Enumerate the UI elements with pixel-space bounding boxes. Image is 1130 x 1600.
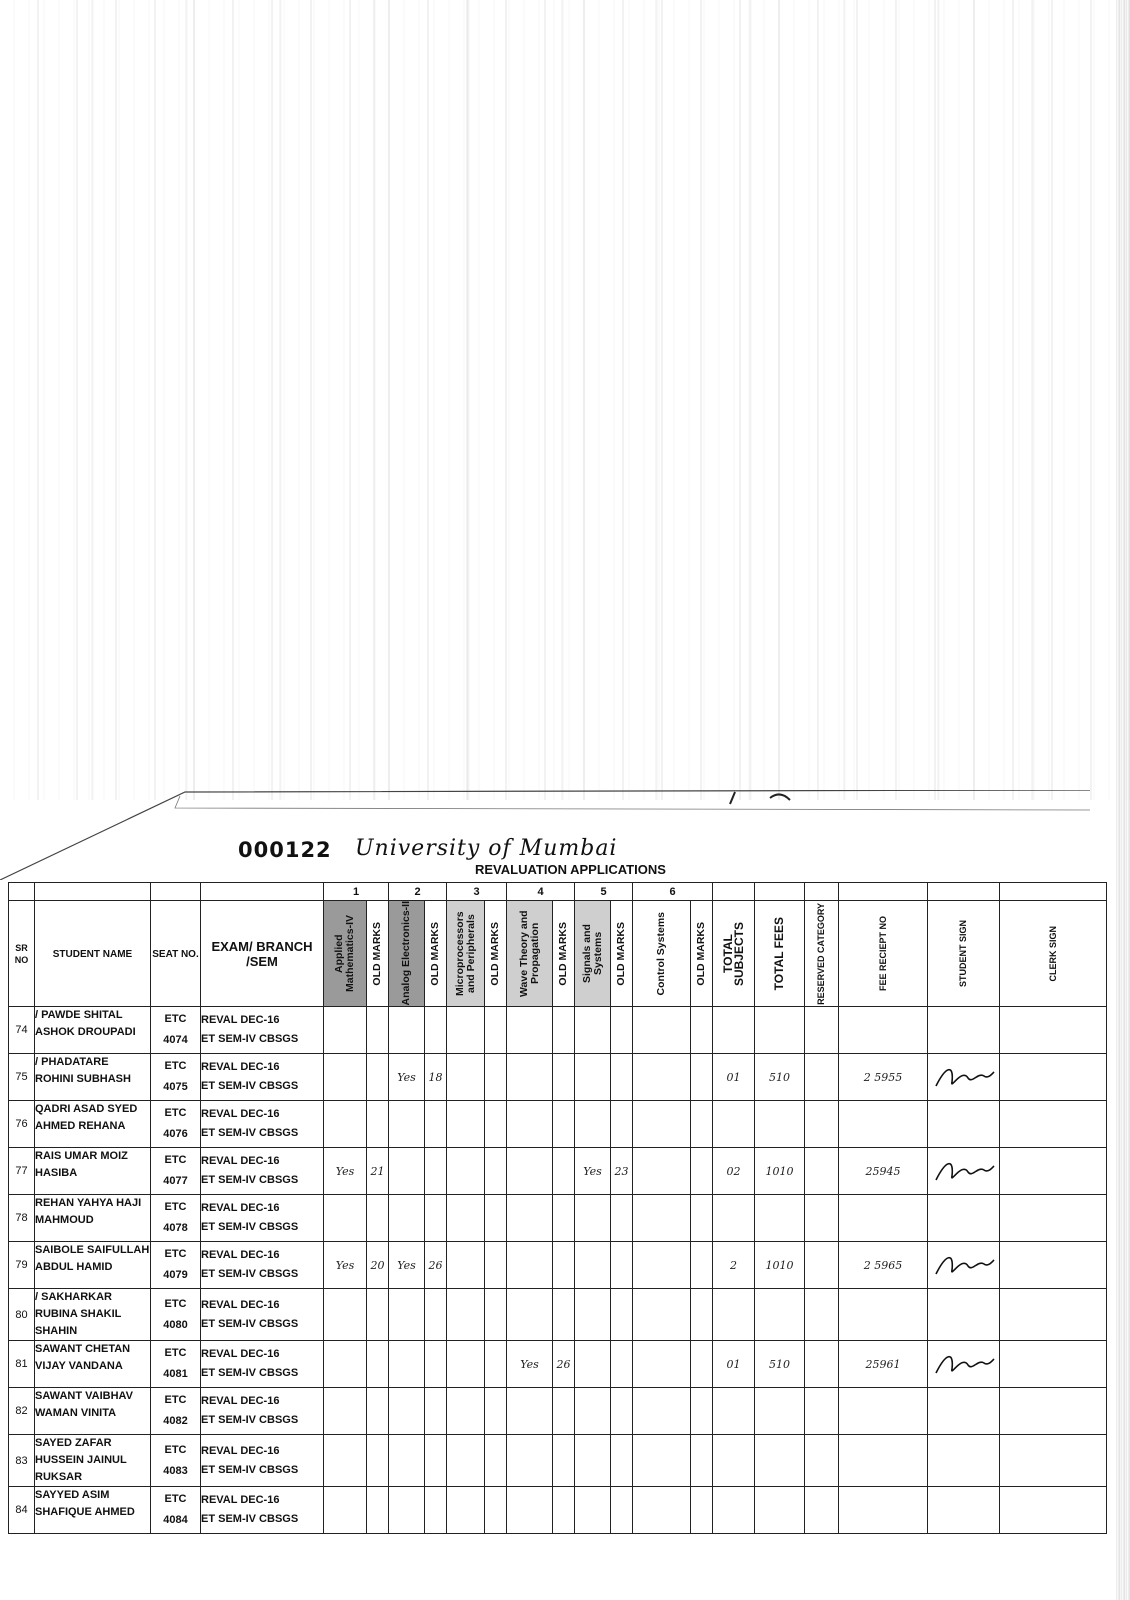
table-row xyxy=(9,1289,1107,1341)
subject-5-cell: Yes xyxy=(575,1148,611,1195)
signature-mark xyxy=(932,1347,996,1381)
col-reserved-category: RESERVED CATEGORY xyxy=(805,901,839,1007)
old-marks-cell xyxy=(691,1388,713,1435)
student-name-cell: QADRI ASAD SYED AHMED REHANA xyxy=(35,1101,151,1148)
subject-2-cell: Yes xyxy=(389,1242,425,1289)
student-name-cell: SAIBOLE SAIFULLAH ABDUL HAMID xyxy=(35,1242,151,1289)
subject-number: 1 xyxy=(324,883,389,901)
document-subtitle: REVALUATION APPLICATIONS xyxy=(475,862,666,877)
seat-no-cell: ETC 4084 xyxy=(151,1487,201,1534)
table-body xyxy=(9,1007,1107,1534)
subject-number: 4 xyxy=(507,883,575,901)
table-row xyxy=(9,1242,1107,1289)
subject-6-cell xyxy=(633,1435,691,1487)
old-marks-cell xyxy=(691,1435,713,1487)
subject-2-cell xyxy=(389,1007,425,1054)
subject-number: 6 xyxy=(633,883,713,901)
subject-3-cell xyxy=(447,1289,485,1341)
old-marks-cell xyxy=(485,1289,507,1341)
subject-1-cell xyxy=(324,1007,367,1054)
exam-cell: REVAL DEC-16 ET SEM-IV CBSGS xyxy=(201,1148,324,1195)
old-marks-cell xyxy=(425,1435,447,1487)
sr-no-cell: 76 xyxy=(9,1101,35,1148)
old-marks-cell xyxy=(485,1101,507,1148)
old-marks-cell xyxy=(691,1242,713,1289)
total-subjects-cell xyxy=(713,1007,755,1054)
subject-2-cell xyxy=(389,1435,425,1487)
old-marks-cell xyxy=(367,1101,389,1148)
subject-1-cell xyxy=(324,1435,367,1487)
subject-2-cell xyxy=(389,1341,425,1388)
fee-receipt-cell: 25961 xyxy=(839,1341,928,1388)
table-row xyxy=(9,1007,1107,1054)
old-marks-cell xyxy=(691,1148,713,1195)
sr-no-cell: 75 xyxy=(9,1054,35,1101)
subject-6-cell xyxy=(633,1148,691,1195)
col-subject-5: Signals and Systems xyxy=(575,901,611,1007)
total-fees-cell xyxy=(755,1487,805,1534)
total-subjects-cell: 2 xyxy=(713,1242,755,1289)
old-marks-cell xyxy=(553,1148,575,1195)
sr-no-cell: 84 xyxy=(9,1487,35,1534)
exam-cell: REVAL DEC-16 ET SEM-IV CBSGS xyxy=(201,1289,324,1341)
total-fees-cell xyxy=(755,1435,805,1487)
old-marks-cell xyxy=(485,1195,507,1242)
subject-4-cell xyxy=(507,1242,553,1289)
total-fees-cell xyxy=(755,1101,805,1148)
old-marks-cell xyxy=(485,1242,507,1289)
old-marks-cell xyxy=(553,1487,575,1534)
col-old-marks: OLD MARKS xyxy=(425,901,447,1007)
subject-6-cell xyxy=(633,1289,691,1341)
sr-no-cell: 77 xyxy=(9,1148,35,1195)
seat-no-cell: ETC 4077 xyxy=(151,1148,201,1195)
col-total-subjects: TOTAL SUBJECTS xyxy=(713,901,755,1007)
fee-receipt-cell: 2 5965 xyxy=(839,1242,928,1289)
exam-cell: REVAL DEC-16 ET SEM-IV CBSGS xyxy=(201,1242,324,1289)
col-subject-1: Applied Mathematics-IV xyxy=(324,901,367,1007)
reserved-category-cell xyxy=(805,1148,839,1195)
col-subject-2: Analog Electronics-II xyxy=(389,901,425,1007)
old-marks-cell xyxy=(691,1487,713,1534)
exam-cell: REVAL DEC-16 ET SEM-IV CBSGS xyxy=(201,1435,324,1487)
sr-no-cell: 81 xyxy=(9,1341,35,1388)
subject-3-cell xyxy=(447,1148,485,1195)
total-fees-cell xyxy=(755,1289,805,1341)
subject-2-cell xyxy=(389,1195,425,1242)
subject-2-cell xyxy=(389,1289,425,1341)
subject-5-cell xyxy=(575,1487,611,1534)
subject-3-cell xyxy=(447,1007,485,1054)
total-fees-cell xyxy=(755,1007,805,1054)
subject-4-cell xyxy=(507,1148,553,1195)
subject-5-cell xyxy=(575,1388,611,1435)
old-marks-cell xyxy=(367,1054,389,1101)
subject-5-cell xyxy=(575,1101,611,1148)
subject-1-cell xyxy=(324,1388,367,1435)
old-marks-cell xyxy=(611,1242,633,1289)
old-marks-cell xyxy=(553,1195,575,1242)
student-sign-cell xyxy=(928,1101,1000,1148)
seat-no-cell: ETC 4083 xyxy=(151,1435,201,1487)
old-marks-cell xyxy=(611,1487,633,1534)
exam-cell: REVAL DEC-16 ET SEM-IV CBSGS xyxy=(201,1195,324,1242)
fee-receipt-cell xyxy=(839,1388,928,1435)
subject-4-cell: Yes xyxy=(507,1341,553,1388)
clerk-sign-cell xyxy=(1000,1101,1107,1148)
old-marks-cell xyxy=(425,1101,447,1148)
old-marks-cell xyxy=(691,1007,713,1054)
col-total-fees: TOTAL FEES xyxy=(755,901,805,1007)
fee-receipt-cell xyxy=(839,1195,928,1242)
signature-mark xyxy=(932,1248,996,1282)
subject-number-row xyxy=(9,883,1107,901)
col-old-marks: OLD MARKS xyxy=(611,901,633,1007)
subject-6-cell xyxy=(633,1487,691,1534)
subject-5-cell xyxy=(575,1007,611,1054)
total-fees-cell: 510 xyxy=(755,1341,805,1388)
reserved-category-cell xyxy=(805,1195,839,1242)
seat-no-cell: ETC 4080 xyxy=(151,1289,201,1341)
old-marks-cell xyxy=(425,1388,447,1435)
total-subjects-cell xyxy=(713,1101,755,1148)
subject-3-cell xyxy=(447,1341,485,1388)
old-marks-cell xyxy=(611,1341,633,1388)
revaluation-table xyxy=(8,882,1107,1534)
old-marks-cell: 26 xyxy=(425,1242,447,1289)
exam-cell: REVAL DEC-16 ET SEM-IV CBSGS xyxy=(201,1007,324,1054)
clerk-sign-cell xyxy=(1000,1289,1107,1341)
clerk-sign-cell xyxy=(1000,1148,1107,1195)
subject-3-cell xyxy=(447,1242,485,1289)
old-marks-cell xyxy=(485,1341,507,1388)
exam-cell: REVAL DEC-16 ET SEM-IV CBSGS xyxy=(201,1388,324,1435)
exam-cell: REVAL DEC-16 ET SEM-IV CBSGS xyxy=(201,1101,324,1148)
subject-4-cell xyxy=(507,1289,553,1341)
subject-number: 2 xyxy=(389,883,447,901)
old-marks-cell xyxy=(425,1487,447,1534)
old-marks-cell xyxy=(553,1007,575,1054)
exam-cell: REVAL DEC-16 ET SEM-IV CBSGS xyxy=(201,1487,324,1534)
old-marks-cell xyxy=(367,1435,389,1487)
student-name-cell: / SAKHARKAR RUBINA SHAKIL SHAHIN xyxy=(35,1289,151,1341)
reserved-category-cell xyxy=(805,1487,839,1534)
seat-no-cell: ETC 4075 xyxy=(151,1054,201,1101)
subject-6-cell xyxy=(633,1388,691,1435)
subject-3-cell xyxy=(447,1054,485,1101)
reserved-category-cell xyxy=(805,1101,839,1148)
student-sign-cell xyxy=(928,1388,1000,1435)
subject-number: 3 xyxy=(447,883,507,901)
reserved-category-cell xyxy=(805,1054,839,1101)
old-marks-cell xyxy=(611,1054,633,1101)
clerk-sign-cell xyxy=(1000,1388,1107,1435)
fee-receipt-cell xyxy=(839,1435,928,1487)
subject-3-cell xyxy=(447,1101,485,1148)
clerk-sign-cell xyxy=(1000,1242,1107,1289)
seat-no-cell: ETC 4081 xyxy=(151,1341,201,1388)
total-fees-cell: 510 xyxy=(755,1054,805,1101)
old-marks-cell xyxy=(553,1101,575,1148)
total-fees-cell: 1010 xyxy=(755,1242,805,1289)
clerk-sign-cell xyxy=(1000,1007,1107,1054)
old-marks-cell xyxy=(611,1435,633,1487)
old-marks-cell xyxy=(553,1435,575,1487)
sr-no-cell: 83 xyxy=(9,1435,35,1487)
reserved-category-cell xyxy=(805,1289,839,1341)
old-marks-cell xyxy=(425,1341,447,1388)
total-subjects-cell: 01 xyxy=(713,1054,755,1101)
subject-4-cell xyxy=(507,1054,553,1101)
sr-no-cell: 74 xyxy=(9,1007,35,1054)
old-marks-cell xyxy=(611,1007,633,1054)
exam-cell: REVAL DEC-16 ET SEM-IV CBSGS xyxy=(201,1054,324,1101)
table-row xyxy=(9,1388,1107,1435)
old-marks-cell xyxy=(425,1007,447,1054)
old-marks-cell xyxy=(367,1388,389,1435)
student-name-cell: SAYED ZAFAR HUSSEIN JAINUL RUKSAR xyxy=(35,1435,151,1487)
subject-2-cell xyxy=(389,1487,425,1534)
sr-no-cell: 80 xyxy=(9,1289,35,1341)
old-marks-cell xyxy=(367,1007,389,1054)
col-old-marks: OLD MARKS xyxy=(553,901,575,1007)
old-marks-cell xyxy=(485,1148,507,1195)
student-name-cell: / PAWDE SHITAL ASHOK DROUPADI xyxy=(35,1007,151,1054)
old-marks-cell: 21 xyxy=(367,1148,389,1195)
old-marks-cell xyxy=(611,1101,633,1148)
reserved-category-cell xyxy=(805,1242,839,1289)
subject-2-cell xyxy=(389,1101,425,1148)
old-marks-cell: 23 xyxy=(611,1148,633,1195)
old-marks-cell xyxy=(691,1195,713,1242)
subject-1-cell xyxy=(324,1341,367,1388)
fee-receipt-cell xyxy=(839,1289,928,1341)
document-header xyxy=(230,838,1130,878)
student-sign-cell xyxy=(928,1148,1000,1195)
old-marks-cell xyxy=(485,1487,507,1534)
form-number: 000122 xyxy=(238,838,332,862)
old-marks-cell xyxy=(367,1289,389,1341)
reserved-category-cell xyxy=(805,1388,839,1435)
total-fees-cell xyxy=(755,1195,805,1242)
subject-2-cell xyxy=(389,1148,425,1195)
old-marks-cell xyxy=(553,1054,575,1101)
old-marks-cell xyxy=(367,1195,389,1242)
total-subjects-cell xyxy=(713,1388,755,1435)
old-marks-cell xyxy=(485,1007,507,1054)
student-sign-cell xyxy=(928,1487,1000,1534)
sr-no-cell: 79 xyxy=(9,1242,35,1289)
subject-4-cell xyxy=(507,1435,553,1487)
table-row xyxy=(9,1101,1107,1148)
subject-1-cell xyxy=(324,1195,367,1242)
university-title: University of Mumbai xyxy=(355,836,618,861)
old-marks-cell xyxy=(691,1054,713,1101)
clerk-sign-cell xyxy=(1000,1054,1107,1101)
student-name-cell: SAYYED ASIM SHAFIQUE AHMED xyxy=(35,1487,151,1534)
subject-5-cell xyxy=(575,1435,611,1487)
table-row xyxy=(9,1487,1107,1534)
subject-6-cell xyxy=(633,1341,691,1388)
subject-4-cell xyxy=(507,1195,553,1242)
clerk-sign-cell xyxy=(1000,1195,1107,1242)
col-subject-6: Control Systems xyxy=(633,901,691,1007)
old-marks-cell xyxy=(425,1289,447,1341)
old-marks-cell xyxy=(367,1341,389,1388)
subject-6-cell xyxy=(633,1101,691,1148)
col-fee-receipt-no: FEE RECIEPT NO xyxy=(839,901,928,1007)
subject-2-cell: Yes xyxy=(389,1054,425,1101)
table-row xyxy=(9,1435,1107,1487)
fee-receipt-cell xyxy=(839,1487,928,1534)
table-row xyxy=(9,1195,1107,1242)
subject-4-cell xyxy=(507,1388,553,1435)
subject-1-cell xyxy=(324,1101,367,1148)
student-sign-cell xyxy=(928,1195,1000,1242)
signature-mark xyxy=(932,1060,996,1094)
subject-3-cell xyxy=(447,1487,485,1534)
student-sign-cell xyxy=(928,1341,1000,1388)
subject-5-cell xyxy=(575,1054,611,1101)
old-marks-cell xyxy=(691,1341,713,1388)
old-marks-cell xyxy=(485,1388,507,1435)
old-marks-cell: 26 xyxy=(553,1341,575,1388)
col-seat-no: SEAT NO. xyxy=(151,901,201,1007)
student-name-cell: RAIS UMAR MOIZ HASIBA xyxy=(35,1148,151,1195)
student-name-cell: SAWANT CHETAN VIJAY VANDANA xyxy=(35,1341,151,1388)
old-marks-cell xyxy=(553,1289,575,1341)
col-student-sign: STUDENT SIGN xyxy=(928,901,1000,1007)
student-name-cell: SAWANT VAIBHAV WAMAN VINITA xyxy=(35,1388,151,1435)
col-old-marks: OLD MARKS xyxy=(367,901,389,1007)
reserved-category-cell xyxy=(805,1435,839,1487)
student-sign-cell xyxy=(928,1242,1000,1289)
table-row xyxy=(9,1341,1107,1388)
signature-mark xyxy=(932,1154,996,1188)
old-marks-cell xyxy=(425,1148,447,1195)
fee-receipt-cell: 2 5955 xyxy=(839,1054,928,1101)
student-name-cell: REHAN YAHYA HAJI MAHMOUD xyxy=(35,1195,151,1242)
subject-6-cell xyxy=(633,1054,691,1101)
fee-receipt-cell: 25945 xyxy=(839,1148,928,1195)
column-header-row xyxy=(9,901,1107,1007)
subject-4-cell xyxy=(507,1101,553,1148)
subject-3-cell xyxy=(447,1388,485,1435)
total-subjects-cell: 01 xyxy=(713,1341,755,1388)
sr-no-cell: 82 xyxy=(9,1388,35,1435)
clerk-sign-cell xyxy=(1000,1341,1107,1388)
old-marks-cell xyxy=(553,1388,575,1435)
seat-no-cell: ETC 4074 xyxy=(151,1007,201,1054)
subject-5-cell xyxy=(575,1289,611,1341)
subject-1-cell xyxy=(324,1054,367,1101)
subject-1-cell: Yes xyxy=(324,1242,367,1289)
total-subjects-cell xyxy=(713,1289,755,1341)
student-name-cell: / PHADATARE ROHINI SUBHASH xyxy=(35,1054,151,1101)
subject-6-cell xyxy=(633,1195,691,1242)
subject-5-cell xyxy=(575,1242,611,1289)
subject-3-cell xyxy=(447,1435,485,1487)
old-marks-cell xyxy=(611,1289,633,1341)
total-fees-cell xyxy=(755,1388,805,1435)
old-marks-cell xyxy=(691,1101,713,1148)
col-old-marks: OLD MARKS xyxy=(485,901,507,1007)
total-subjects-cell: 02 xyxy=(713,1148,755,1195)
old-marks-cell xyxy=(691,1289,713,1341)
col-exam: EXAM/ BRANCH /SEM xyxy=(201,901,324,1007)
old-marks-cell xyxy=(611,1195,633,1242)
student-sign-cell xyxy=(928,1007,1000,1054)
col-subject-4: Wave Theory and Propagation xyxy=(507,901,553,1007)
seat-no-cell: ETC 4078 xyxy=(151,1195,201,1242)
clerk-sign-cell xyxy=(1000,1435,1107,1487)
table-row xyxy=(9,1148,1107,1195)
subject-6-cell xyxy=(633,1242,691,1289)
student-sign-cell xyxy=(928,1289,1000,1341)
old-marks-cell: 18 xyxy=(425,1054,447,1101)
subject-1-cell xyxy=(324,1289,367,1341)
subject-4-cell xyxy=(507,1007,553,1054)
col-sr-no: SR NO xyxy=(9,901,35,1007)
subject-4-cell xyxy=(507,1487,553,1534)
old-marks-cell xyxy=(367,1487,389,1534)
total-subjects-cell xyxy=(713,1195,755,1242)
subject-5-cell xyxy=(575,1195,611,1242)
sr-no-cell: 78 xyxy=(9,1195,35,1242)
subject-1-cell xyxy=(324,1487,367,1534)
col-student-name: STUDENT NAME xyxy=(35,901,151,1007)
old-marks-cell xyxy=(425,1195,447,1242)
exam-cell: REVAL DEC-16 ET SEM-IV CBSGS xyxy=(201,1341,324,1388)
old-marks-cell xyxy=(611,1388,633,1435)
total-subjects-cell xyxy=(713,1435,755,1487)
reserved-category-cell xyxy=(805,1007,839,1054)
seat-no-cell: ETC 4076 xyxy=(151,1101,201,1148)
col-old-marks: OLD MARKS xyxy=(691,901,713,1007)
subject-1-cell: Yes xyxy=(324,1148,367,1195)
reserved-category-cell xyxy=(805,1341,839,1388)
seat-no-cell: ETC 4079 xyxy=(151,1242,201,1289)
col-subject-3: Microprocessors and Peripherals xyxy=(447,901,485,1007)
total-subjects-cell xyxy=(713,1487,755,1534)
table-row xyxy=(9,1054,1107,1101)
fee-receipt-cell xyxy=(839,1101,928,1148)
old-marks-cell: 20 xyxy=(367,1242,389,1289)
subject-6-cell xyxy=(633,1007,691,1054)
clerk-sign-cell xyxy=(1000,1487,1107,1534)
subject-number: 5 xyxy=(575,883,633,901)
fee-receipt-cell xyxy=(839,1007,928,1054)
student-sign-cell xyxy=(928,1054,1000,1101)
total-fees-cell: 1010 xyxy=(755,1148,805,1195)
old-marks-cell xyxy=(553,1242,575,1289)
subject-2-cell xyxy=(389,1388,425,1435)
subject-5-cell xyxy=(575,1341,611,1388)
subject-3-cell xyxy=(447,1195,485,1242)
col-clerk-sign: CLERK SIGN xyxy=(1000,901,1107,1007)
old-marks-cell xyxy=(485,1435,507,1487)
student-sign-cell xyxy=(928,1435,1000,1487)
seat-no-cell: ETC 4082 xyxy=(151,1388,201,1435)
old-marks-cell xyxy=(485,1054,507,1101)
